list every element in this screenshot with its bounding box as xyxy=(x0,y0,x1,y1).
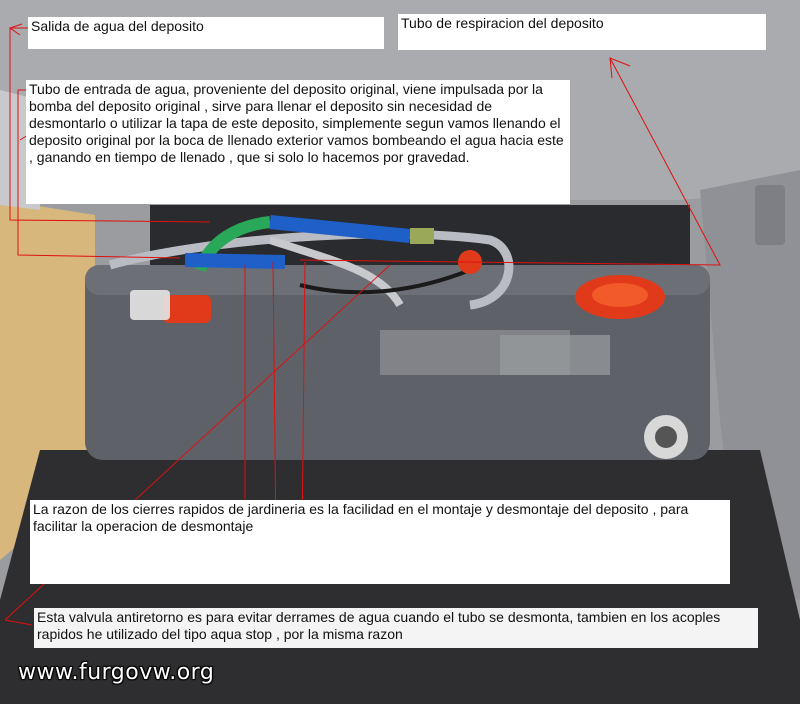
check-valve-label: Esta valvula antiretorno es para evitar derrames de agua cuando el tubo se desmonta, tambien en los acoples rapidos he utilizado del tipo aqua stop , por la misma razon xyxy=(34,608,758,648)
site-watermark: www.furgovw.org xyxy=(18,660,215,685)
vent-label: Tubo de respiracion del deposito xyxy=(398,14,766,50)
inlet-label: Tubo de entrada de agua, proveniente del deposito original, viene impulsada por la bomba del deposito original , sirve para llenar el deposito sin necesidad de desmontarlo o utilizar la tapa de este deposito, simplemente segun vamos llenando el deposito original por la boca de llenado exterior vamos bombeando el agua hacia este , ganando en tiempo de llenado , que si solo lo hacemos por gravedad. xyxy=(26,80,570,204)
quick-connectors-label: La razon de los cierres rapidos de jardineria es la facilidad en el montaje y desmontaje del deposito , para facilitar la operacion de desmontaje xyxy=(30,500,730,584)
outlet-label: Salida de agua del deposito xyxy=(28,17,384,49)
